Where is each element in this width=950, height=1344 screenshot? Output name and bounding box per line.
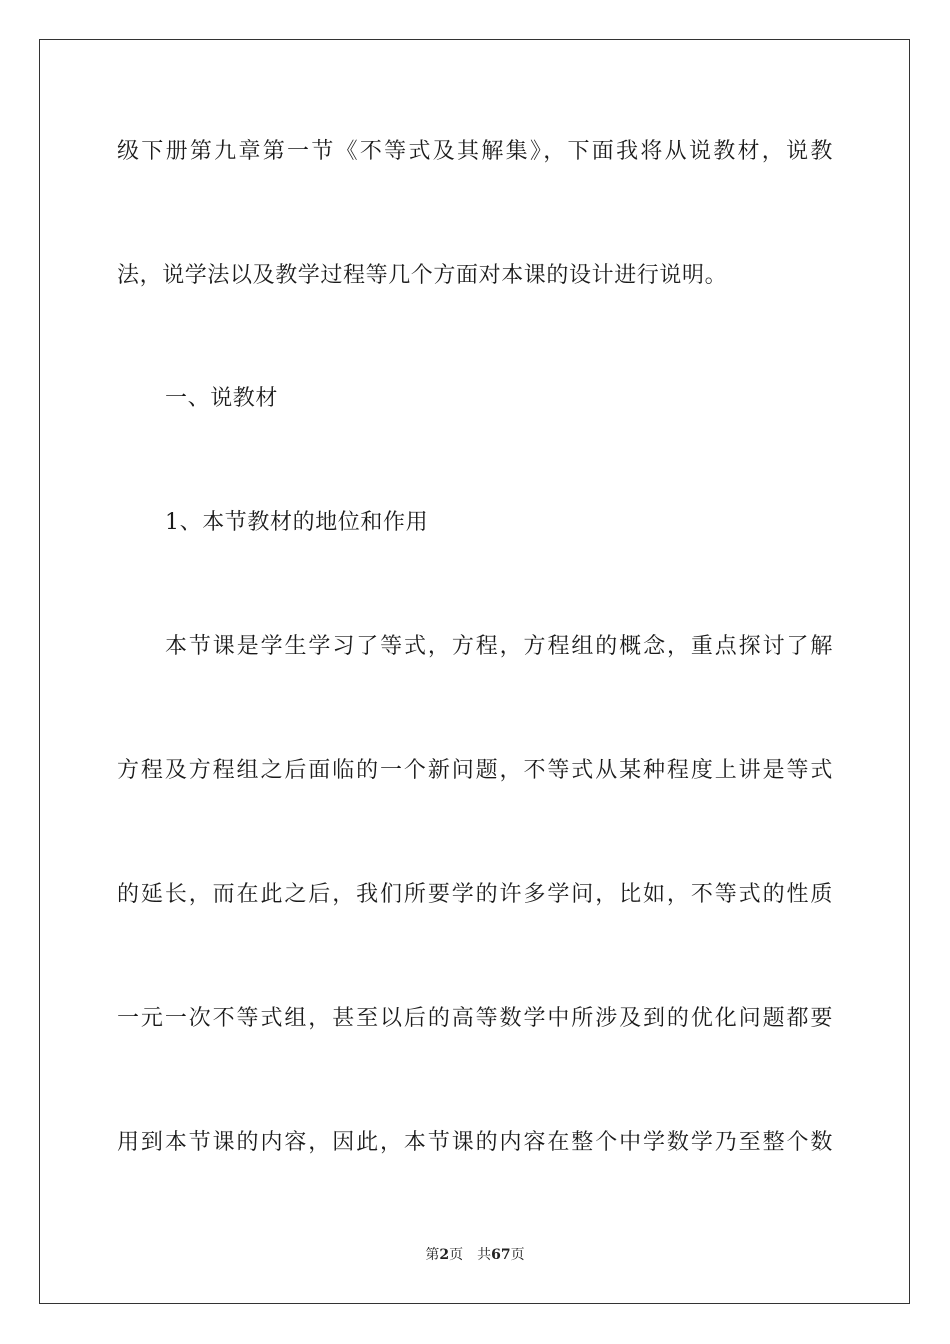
paragraph-line-3: 本节课是学生学习了等式，方程，方程组的概念，重点探讨了解 (165, 634, 833, 659)
paragraph-line-1: 级下册第九章第一节《不等式及其解集》，下面我将从说教材，说教 (117, 139, 833, 164)
footer-total-suffix: 页 (510, 1247, 525, 1263)
paragraph-line-4: 方程及方程组之后面临的一个新问题，不等式从某种程度上讲是等式 (117, 758, 833, 783)
footer-total-pages: 67 (491, 1247, 511, 1263)
subsection-heading: 1、本节教材的地位和作用 (165, 510, 429, 535)
paragraph-line-7: 用到本节课的内容，因此，本节课的内容在整个中学数学乃至整个数 (117, 1130, 833, 1155)
paragraph-line-5: 的延长，而在此之后，我们所要学的许多学问，比如，不等式的性质 (117, 882, 833, 907)
paragraph-line-2: 法，说学法以及教学过程等几个方面对本课的设计进行说明。 (117, 263, 728, 288)
paragraph-line-6: 一元一次不等式组，甚至以后的高等数学中所涉及到的优化问题都要 (117, 1006, 833, 1031)
footer-page-number: 2 (439, 1247, 450, 1263)
footer-total-prefix: 共 (477, 1247, 492, 1263)
section-heading: 一、说教材 (165, 386, 279, 411)
page-frame (39, 39, 910, 1304)
page-footer (0, 1245, 950, 1265)
footer-page-prefix: 第 (425, 1247, 440, 1263)
footer-page-suffix: 页 (449, 1247, 464, 1263)
